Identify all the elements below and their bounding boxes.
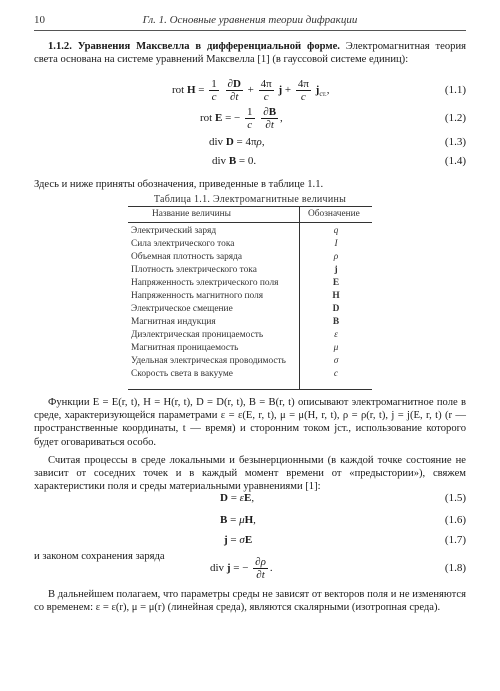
quantity-symbol: σ bbox=[333, 356, 339, 366]
equation-1-5: D = εE, (1.5) bbox=[220, 492, 466, 504]
table-row bbox=[128, 369, 372, 382]
media-paragraph: Считая процессы в среде локальными и безынерционными (в каждой точке состояние не зависит от соседних точек и в каждый момент времени от «предыстории»), свяжем характеристики поля и среды материальными уравнениями [1]: bbox=[34, 455, 466, 493]
quantity-name: Напряженность электрического поля bbox=[131, 278, 279, 288]
quantity-name: Электрическое смещение bbox=[131, 304, 233, 314]
quantity-symbol: E bbox=[332, 278, 340, 288]
quantity-symbol: ε bbox=[334, 330, 338, 340]
equation-1-2: rot E = − $\frac{1}{c}$ $\frac{\partial B}{\partial t}$ , (1.2) bbox=[200, 106, 466, 131]
table-caption: Таблица 1.1. Электромагнитные величины bbox=[153, 194, 347, 205]
quantity-name: Магнитная проницаемость bbox=[131, 343, 239, 353]
quantity-symbol: D bbox=[332, 304, 340, 314]
quantity-symbol: j bbox=[334, 265, 338, 275]
quantity-symbol: I bbox=[334, 239, 338, 249]
quantity-symbol: B bbox=[332, 317, 340, 327]
table-row bbox=[128, 356, 372, 369]
quantity-name: Сила электрического тока bbox=[131, 239, 235, 249]
intro-text: Электромагнитная теория света основана на системе уравнений Максвелла [1] (в гауссовой системе единиц): bbox=[34, 41, 467, 66]
eq-number: (1.7) bbox=[444, 534, 466, 546]
table-row bbox=[128, 252, 372, 265]
quantity-name: Диэлектрическая проницаемость bbox=[131, 330, 264, 340]
quantity-symbol: H bbox=[332, 291, 340, 301]
quantity-symbol: μ bbox=[333, 343, 339, 353]
eq-number: (1.8) bbox=[444, 562, 466, 574]
table-row bbox=[128, 304, 372, 317]
charge-conservation-text: и законом сохранения заряда bbox=[34, 551, 165, 562]
quantity-symbol: q bbox=[333, 226, 339, 236]
quantity-name: Скорость света в вакууме bbox=[131, 369, 233, 379]
quantity-name: Напряженность магнитного поля bbox=[131, 291, 264, 301]
final-paragraph: В дальнейшем полагаем, что параметры среды не зависят от векторов поля и не изменяются со временем: ε = ε(r), μ = μ(r) (линейная среда), являются скалярными (изотропная среда). bbox=[34, 589, 466, 614]
quantity-name: Магнитная индукция bbox=[131, 317, 216, 327]
table-row bbox=[128, 278, 372, 291]
eq-number: (1.4) bbox=[444, 155, 466, 167]
eq-number: (1.1) bbox=[444, 84, 466, 96]
equation-1-1: rot H = $\frac{1}{c}$ $\frac{\partial D}{\partial t}$ + $\frac{4\pi}{c}$ j + $\frac{4\pi}{c}$ $j_{ст.}$, (1.1) bbox=[172, 78, 466, 103]
table-row bbox=[128, 265, 372, 278]
section-title: 1.1.2. Уравнения Максвелла в дифференциальной форме. bbox=[48, 41, 340, 52]
functions-paragraph: Функции E = E(r, t), H = H(r, t), D = D(r, t), B = B(r, t) описывают электромагнитное поле в среде, характеризующейся параметрами ε = ε(E, r, t), μ = μ(H, r, t), ρ = ρ(r, t), j = j(E, r, t) (r — пространственные координаты, t — время) и сторонним током jст., использование которого будет оговариваться особо. bbox=[34, 397, 466, 448]
eq-number: (1.6) bbox=[444, 514, 466, 526]
eq-number: (1.5) bbox=[444, 492, 466, 504]
equation-1-8: div j = − $\frac{\partial\rho}{\partial t}$ . (1.8) bbox=[210, 556, 466, 581]
table-header-row bbox=[128, 207, 372, 223]
header-name: Название величины bbox=[152, 209, 231, 219]
quantity-name: Плотность электрического тока bbox=[131, 265, 257, 275]
quantity-name: Объемная плотность заряда bbox=[131, 252, 243, 262]
table-row bbox=[128, 291, 372, 304]
eq-number: (1.2) bbox=[444, 112, 466, 124]
table-reference-text: Здесь и ниже приняты обозначения, приведенные в таблице 1.1. bbox=[34, 179, 324, 190]
page-number: 10 bbox=[34, 14, 45, 26]
equation-1-7: j = σE (1.7) bbox=[224, 534, 466, 546]
equation-1-3: div D = 4πρ, (1.3) bbox=[209, 136, 466, 148]
header-symbol: Обозначение bbox=[308, 209, 360, 219]
table-row bbox=[128, 239, 372, 252]
table-row bbox=[128, 317, 372, 330]
quantities-table bbox=[128, 206, 372, 390]
eq-number: (1.3) bbox=[444, 136, 466, 148]
equation-1-6: B = μH, (1.6) bbox=[220, 514, 466, 526]
header-rule bbox=[34, 30, 466, 31]
running-header bbox=[34, 14, 466, 28]
quantity-symbol: ρ bbox=[333, 252, 339, 262]
equation-1-4: div B = 0. (1.4) bbox=[212, 155, 466, 167]
table-row bbox=[128, 330, 372, 343]
quantity-symbol: c bbox=[333, 369, 339, 379]
quantity-name: Удельная электрическая проводимость bbox=[131, 356, 286, 366]
table-row bbox=[128, 343, 372, 356]
intro-paragraph bbox=[34, 40, 466, 66]
quantity-name: Электрический заряд bbox=[131, 226, 217, 236]
table-row bbox=[128, 226, 372, 239]
running-title: Гл. 1. Основные уравнения теории дифракции bbox=[142, 14, 358, 26]
